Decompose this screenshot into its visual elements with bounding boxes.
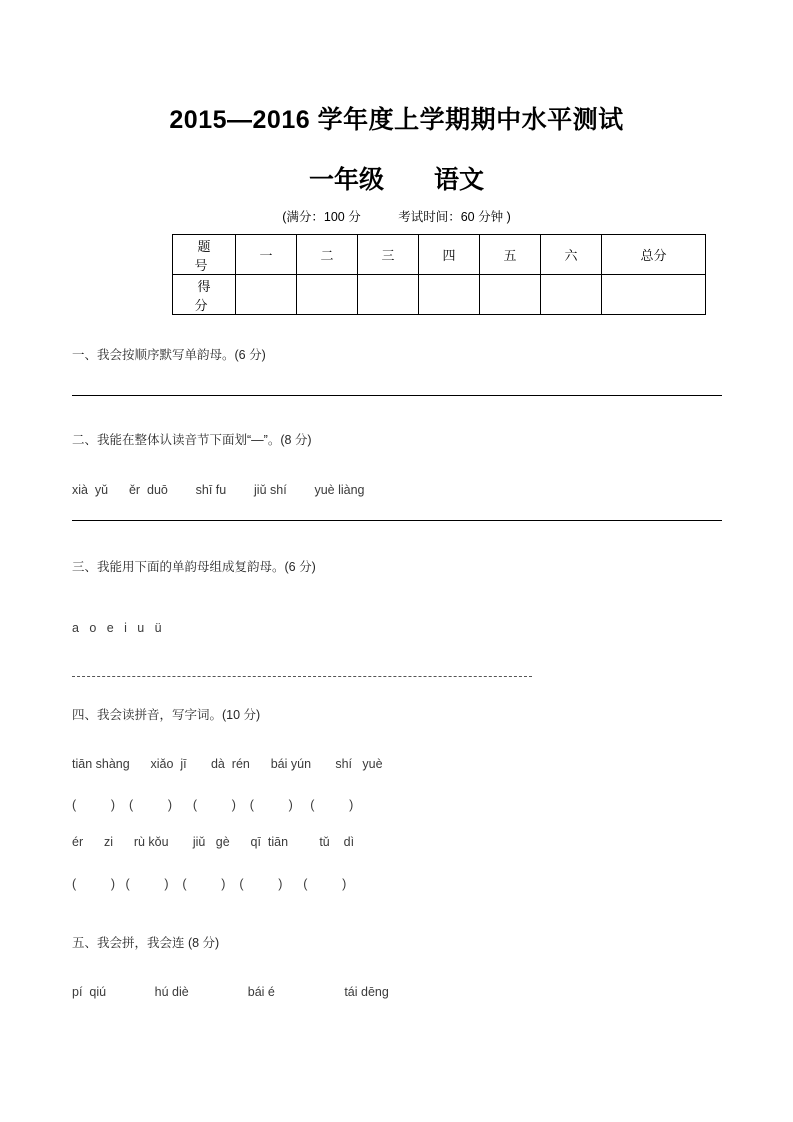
- section-4-heading: 四、我会读拼音，写字词。(10 分): [72, 708, 261, 722]
- section-4-answer-row-1[interactable]: ( ) ( ) ( ) ( ) ( ): [72, 798, 354, 812]
- section-4-pinyin-row-2[interactable]: ér zi rù kǒu jiǔ gè qī tiān tǔ dì: [72, 835, 355, 849]
- table-header-q5: 五: [480, 235, 541, 275]
- table-header-q6: 六: [541, 235, 602, 275]
- table-row-scores: [173, 275, 706, 315]
- table-header-total: 总分: [602, 235, 706, 275]
- section-3-vowel-row[interactable]: a o e i u ü: [72, 621, 162, 635]
- section-2-heading: 二、我能在整体认读音节下面划“—”。(8 分): [72, 433, 312, 447]
- table-row-question-numbers: [173, 235, 706, 275]
- section-2-pinyin-row[interactable]: xià yǔ ěr duō shī fu jiǔ shí yuè liàng: [72, 483, 365, 497]
- score-table: [172, 234, 706, 315]
- section-3-heading: 三、我能用下面的单韵母组成复韵母。(6 分): [72, 560, 316, 574]
- score-cell-q5[interactable]: [480, 275, 541, 315]
- section-4-pinyin-row-1[interactable]: tiān shàng xiǎo jī dà rén bái yún shí yuè: [72, 757, 383, 771]
- score-cell-total[interactable]: [602, 275, 706, 315]
- table-header-q4: 四: [419, 235, 480, 275]
- section-2-answer-rule[interactable]: [72, 520, 722, 521]
- table-header-q2: 二: [297, 235, 358, 275]
- section-1-heading: 一、我会按顺序默写单韵母。(6 分): [72, 348, 266, 362]
- score-cell-q1[interactable]: [236, 275, 297, 315]
- section-1-answer-rule[interactable]: [72, 395, 722, 396]
- table-header-q3: 三: [358, 235, 419, 275]
- page-subtitle: 一年级 语文: [308, 166, 484, 194]
- row-label-score: 得 分: [173, 275, 236, 315]
- score-cell-q3[interactable]: [358, 275, 419, 315]
- section-5-heading: 五、我会拼，我会连 (8 分): [72, 936, 220, 950]
- section-3-answer-rule[interactable]: [72, 676, 532, 677]
- section-4-answer-row-2[interactable]: ( ) ( ) ( ) ( ) ( ): [72, 877, 347, 891]
- section-5-pinyin-row[interactable]: pí qiú hú diè bái é tái dēng: [72, 985, 389, 999]
- table-header-q1: 一: [236, 235, 297, 275]
- score-cell-q4[interactable]: [419, 275, 480, 315]
- row-label-question-number: 题 号: [173, 235, 236, 275]
- score-cell-q6[interactable]: [541, 275, 602, 315]
- page-title: 2015—2016 学年度上学期期中水平测试: [169, 106, 624, 134]
- score-cell-q2[interactable]: [297, 275, 358, 315]
- exam-meta-line: (满分：100 分 考试时间：60 分钟 ): [282, 210, 511, 224]
